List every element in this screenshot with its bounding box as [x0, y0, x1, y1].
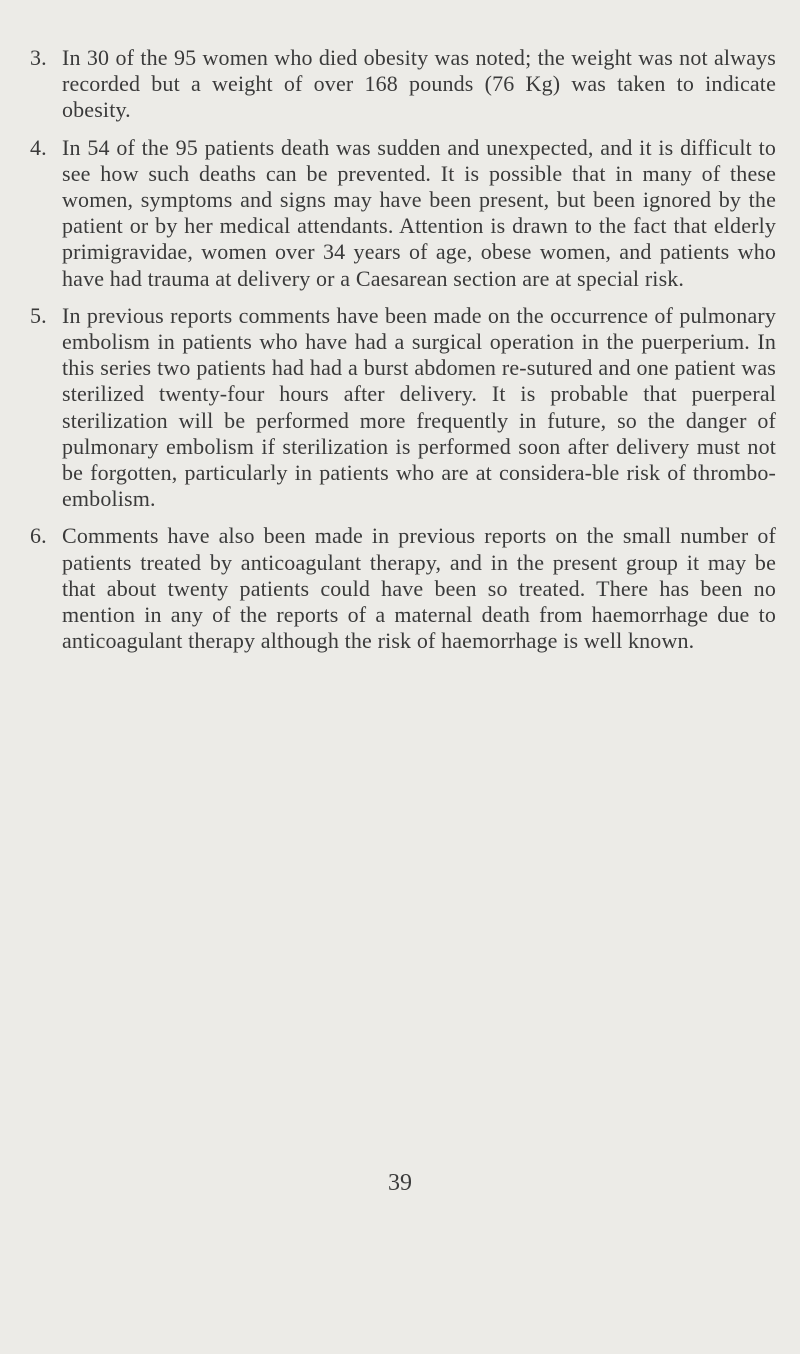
paragraph-text: In 30 of the 95 women who died obesity was noted; the weight was not always recorded but a weight of over 168 pounds (76 Kg) was taken to indicate obesity.: [62, 45, 776, 123]
paragraph-text: In previous reports comments have been made on the occurrence of pulmonary embolism in patients who have had a surgical operation in the puerperium. In this series two patients had had a burst abdomen re-sutured and one patient was sterilized twenty-four hours after delivery. It is probable that puerperal sterilization will be performed more frequently in future, so the danger of pulmonary embolism if sterilization is performed soon after delivery must not be forgotten, particularly in patients who are at considera-ble risk of thrombo-embolism.: [62, 302, 776, 512]
paragraph-item-6: [30, 523, 776, 654]
numbered-paragraph-list: [30, 45, 776, 665]
paragraph-text: In 54 of the 95 patients death was sudden and unexpected, and it is difficult to see how such deaths can be prevented. It is possible that in many of these women, symptoms and signs may have been present, but been ignored by the patient or by her medical attendants. Attention is drawn to the fact that elderly primigravidae, women over 34 years of age, obese women, and patients who have had trauma at delivery or a Caesarean section are at special risk.: [62, 134, 776, 291]
paragraph-item-5: [30, 303, 776, 513]
page-number: 39: [388, 1170, 412, 1196]
paragraph-number: 5.: [30, 302, 47, 328]
paragraph-number: 6.: [30, 523, 47, 549]
paragraph-text: Comments have also been made in previous reports on the small number of patients treated by anticoagulant therapy, and in the present group it may be that about twenty patients could have been so treated. There has been no mention in any of the reports of a maternal death from haemorrhage due to anticoagulant therapy although the risk of haemorrhage is well known.: [62, 523, 776, 654]
paragraph-number: 3.: [30, 45, 47, 70]
paragraph-item-4: [30, 135, 776, 292]
paragraph-number: 4.: [30, 134, 47, 160]
paragraph-item-3: [30, 45, 776, 124]
